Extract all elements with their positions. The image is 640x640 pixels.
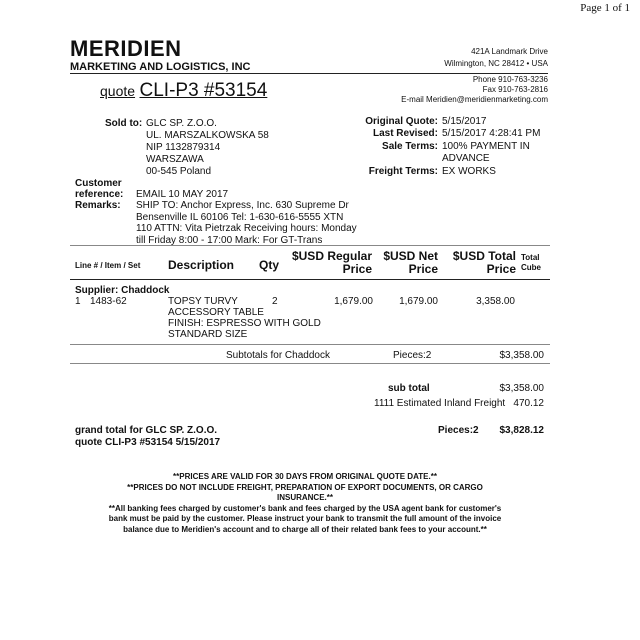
note-line: **All banking fees charged by customer's bank and fees charged by the USA agent bank for customer's <box>108 503 502 513</box>
customer-reference-label <box>75 178 123 200</box>
header-divider <box>70 73 548 74</box>
subtotal-amount: $3,358.00 <box>499 350 544 361</box>
col-line-item-set: Line # / Item / Set <box>75 261 141 270</box>
remarks-text <box>136 200 357 246</box>
remarks-label: Remarks: <box>75 200 121 211</box>
customer-reference-value: EMAIL 10 MAY 2017 <box>136 189 229 200</box>
subtotal-divider <box>70 363 550 364</box>
company-subtitle: MARKETING AND LOGISTICS, INC <box>70 61 251 73</box>
item-total-price: 3,358.00 <box>476 296 515 307</box>
freight-terms-value: EX WORKS <box>442 166 496 177</box>
col-usd-total <box>440 250 516 276</box>
note-line: **PRICES ARE VALID FOR 30 DAYS FROM ORIGINAL QUOTE DATE.** <box>173 472 437 481</box>
col-usd-total-line: Price <box>486 262 516 276</box>
address-line: 421A Landmark Drive <box>471 47 548 56</box>
note-line: INSURANCE.** <box>276 493 333 502</box>
sale-terms-label: Sale Terms: <box>382 141 438 152</box>
grand-total-label <box>75 425 220 449</box>
sold-to-line: 00-545 Poland <box>146 166 212 177</box>
terms-notes <box>60 472 550 535</box>
email: E-mail Meridien@meridienmarketing.com <box>401 95 548 104</box>
freight-label: 1111 Estimated Inland Freight <box>374 398 506 409</box>
freight-amount: 470.12 <box>513 398 544 409</box>
table-top-divider <box>70 245 550 246</box>
item-number: 1483-62 <box>90 296 127 307</box>
quote-title <box>100 80 267 102</box>
subtotal-pieces: Pieces:2 <box>393 350 432 361</box>
table-header-divider <box>70 279 550 280</box>
last-revised-label: Last Revised: <box>372 128 438 139</box>
col-usd-regular-line: $USD Regular <box>291 249 372 263</box>
col-description: Description <box>168 258 235 272</box>
sold-to-line: NIP 1132879314 <box>146 142 221 153</box>
note-line: bank must be paid by the customer. Please instruct your bank to transmit the full amount of the invoice <box>108 514 502 523</box>
col-usd-regular <box>280 250 372 276</box>
quote-number: CLI-P3 #53154 <box>139 80 268 101</box>
line-number: 1 <box>75 296 81 307</box>
page-number: Page 1 of 1 <box>580 2 630 14</box>
phone: Phone 910-763-3236 <box>472 75 548 84</box>
freight-terms-label: Freight Terms: <box>368 166 438 177</box>
address-line: Wilmington, NC 28412 • USA <box>444 59 548 68</box>
description-line: FINISH: ESPRESSO WITH GOLD <box>168 318 321 329</box>
note-line: balance due to Meridien's account and to charge all of their related bank fees to your account.** <box>123 524 487 534</box>
item-qty: 2 <box>272 296 278 307</box>
col-total-cube-line: Cube <box>521 263 541 272</box>
fax: Fax 910-763-2816 <box>482 85 548 94</box>
subtotal-label: Subtotals for Chaddock <box>226 350 330 361</box>
description-line: STANDARD SIZE <box>168 329 248 340</box>
quote-prefix: quote <box>100 83 136 99</box>
col-total-cube-line: Total <box>521 253 540 262</box>
grand-total-line: grand total for GLC SP. Z.O.O. <box>75 425 218 436</box>
sold-to-address <box>146 118 269 178</box>
sale-terms-value: 100% PAYMENT IN ADVANCE <box>442 141 530 164</box>
company-name: MERIDIEN <box>70 36 182 61</box>
note-line: **PRICES DO NOT INCLUDE FREIGHT, PREPARATION OF EXPORT DOCUMENTS, OR CARGO <box>127 482 483 492</box>
col-qty: Qty <box>259 258 280 272</box>
col-usd-total-line: $USD Total <box>452 249 516 263</box>
customer-reference-label-line: Customer <box>75 178 122 189</box>
grand-total-line: quote CLI-P3 #53154 5/15/2017 <box>75 437 221 448</box>
description-line: ACCESSORY TABLE <box>168 307 264 318</box>
company-contact <box>401 75 548 105</box>
item-description <box>168 296 321 340</box>
col-usd-net-line: $USD Net <box>383 249 438 263</box>
sold-to-label: Sold to: <box>105 118 143 129</box>
col-usd-regular-line: Price <box>342 262 372 276</box>
remarks-line: 110 ATTN: Vita Pietrzak Receiving hours: Monday <box>136 223 357 234</box>
item-regular-price: 1,679.00 <box>334 296 373 307</box>
company-address <box>444 46 548 70</box>
last-revised-value: 5/15/2017 4:28:41 PM <box>442 128 541 139</box>
description-line: TOPSY TURVY <box>168 296 238 307</box>
remarks-line: SHIP TO: Anchor Express, Inc. 630 Supreme Dr <box>136 200 349 211</box>
original-quote-label: Original Quote: <box>365 116 438 127</box>
sub-total-amount: $3,358.00 <box>499 383 544 394</box>
item-net-price: 1,679.00 <box>399 296 438 307</box>
grand-total-pieces: Pieces:2 <box>438 425 479 436</box>
sold-to-line: GLC SP. Z.O.O. <box>146 118 217 129</box>
col-usd-net <box>370 250 438 276</box>
sold-to-line: UL. MARSZALKOWSKA 58 <box>146 130 269 141</box>
sold-to-line: WARSZAWA <box>146 154 204 165</box>
col-usd-net-line: Price <box>408 262 438 276</box>
remarks-line: till Friday 8:00 - 17:00 Mark: For GT-Trans <box>136 234 323 246</box>
original-quote-value: 5/15/2017 <box>442 116 487 127</box>
supplier-label: Supplier: Chaddock <box>75 285 170 296</box>
col-total-cube <box>521 253 541 273</box>
grand-total-amount: $3,828.12 <box>499 425 544 436</box>
remarks-line: Bensenville IL 60106 Tel: 1-630-616-5555 XTN <box>136 211 344 223</box>
items-divider <box>70 344 550 345</box>
sub-total-label: sub total <box>388 383 430 394</box>
customer-reference-label-line: reference: <box>75 189 124 200</box>
